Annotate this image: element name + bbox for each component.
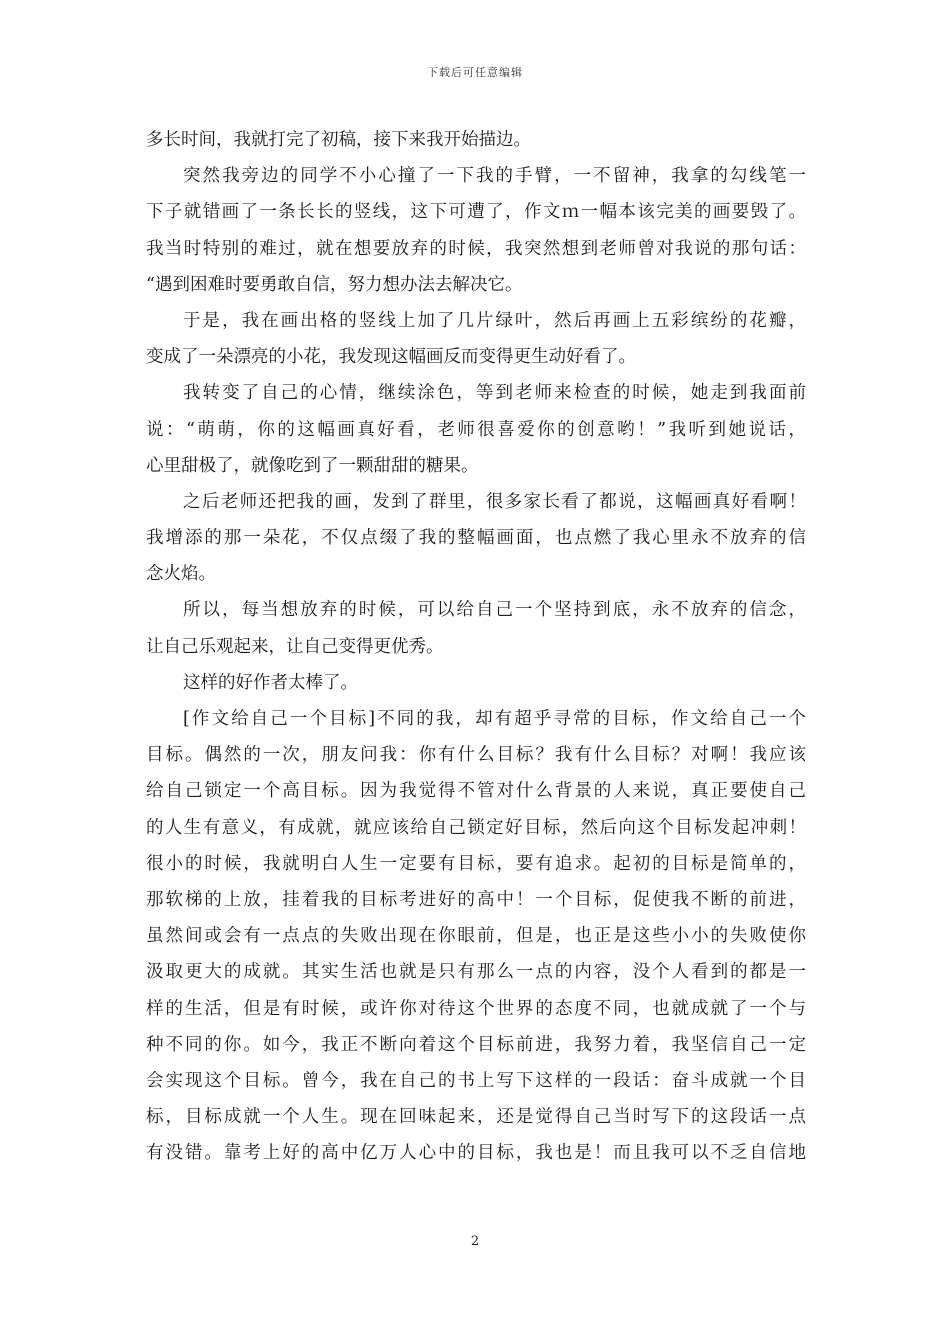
page-number: 2: [470, 1234, 480, 1249]
text-line: 之后老师还把我的画，发到了群里，很多家长看了都说，这幅画真好看啊！: [183, 491, 806, 512]
text-line: 我转变了自己的心情，继续涂色，等到老师来检查的时候，她走到我面前: [183, 383, 806, 404]
text-line: 有没错。靠考上好的高中亿万人心中的目标，我也是！而且我可以不乏自信地: [146, 1143, 806, 1164]
text-line: 目标。偶然的一次，朋友问我：你有什么目标？我有什么目标？对啊！我应该: [146, 745, 806, 766]
text-line: 那软梯的上放，挂着我的目标考进好的高中！一个目标，促使我不断的前进，: [146, 889, 806, 910]
text-line: 变成了一朵漂亮的小花，我发现这幅画反而变得更生动好看了。: [146, 347, 636, 368]
text-line: 于是，我在画出格的竖线上加了几片绿叶，然后再画上五彩缤纷的花瓣，: [183, 310, 806, 331]
text-line: 让自己乐观起来，让自己变得更优秀。: [146, 636, 444, 657]
text-line: 说：“萌萌，你的这幅画真好看，老师很喜爱你的创意哟！”我听到她说话，: [146, 419, 806, 440]
text-line: 的人生有意义，有成就，就应该给自己锁定好目标，然后向这个目标发起冲刺！: [146, 817, 806, 838]
page-header: 下载后可任意编辑: [427, 66, 523, 79]
text-line: 我增添的那一朵花，不仅点缀了我的整幅画面，也点燃了我心里永不放弃的信: [146, 528, 806, 549]
text-line: 我当时特别的难过，就在想要放弃的时候，我突然想到老师曾对我说的那句话：: [146, 238, 806, 259]
text-line: 给自己锁定一个高目标。因为我觉得不管对什么背景的人来说，真正要使自己: [146, 781, 806, 802]
text-line: 虽然间或会有一点点的失败出现在你眼前，但是，也正是这些小小的失败使你: [146, 926, 806, 947]
text-line: 心里甜极了，就像吃到了一颗甜甜的糖果。: [146, 455, 479, 476]
text-line: 所以，每当想放弃的时候，可以给自己一个坚持到底，永不放弃的信念，: [183, 600, 806, 621]
text-line: 多长时间，我就打完了初稿，接下来我开始描边。: [146, 130, 531, 150]
document-body: [146, 122, 806, 1171]
text-line: 种不同的你。如今，我正不断向着这个目标前进，我努力着，我坚信自己一定: [146, 1034, 806, 1055]
text-line: 标，目标成就一个人生。现在回味起来，还是觉得自己当时写下的这段话一点: [146, 1107, 806, 1128]
text-line: 下子就错画了一条长长的竖线，这下可遭了，作文ｍ一幅本该完美的画要毁了。: [146, 202, 806, 223]
text-line: 这样的好作者太棒了。: [183, 672, 358, 693]
text-line: 样的生活，但是有时候，或许你对待这个世界的态度不同，也就成就了一个与: [146, 998, 806, 1019]
text-line: 很小的时候，我就明白人生一定要有目标，要有追求。起初的目标是简单的，: [146, 853, 806, 874]
text-line: 突然我旁边的同学不小心撞了一下我的手臂，一不留神，我拿的勾线笔一: [183, 166, 806, 187]
text-line: “遇到困难时要勇敢自信，努力想办法去解决它。: [146, 274, 523, 295]
text-line: [作文给自己一个目标]不同的我，却有超乎寻常的目标，作文给自己一个: [183, 709, 806, 729]
text-line: 汲取更大的成就。其实生活也就是只有那么一点的内容，没个人看到的都是一: [146, 962, 806, 983]
text-line: 会实现这个目标。曾今，我在自己的书上写下这样的一段话：奋斗成就一个目: [146, 1070, 806, 1091]
text-line: 念火焰。: [146, 564, 216, 585]
